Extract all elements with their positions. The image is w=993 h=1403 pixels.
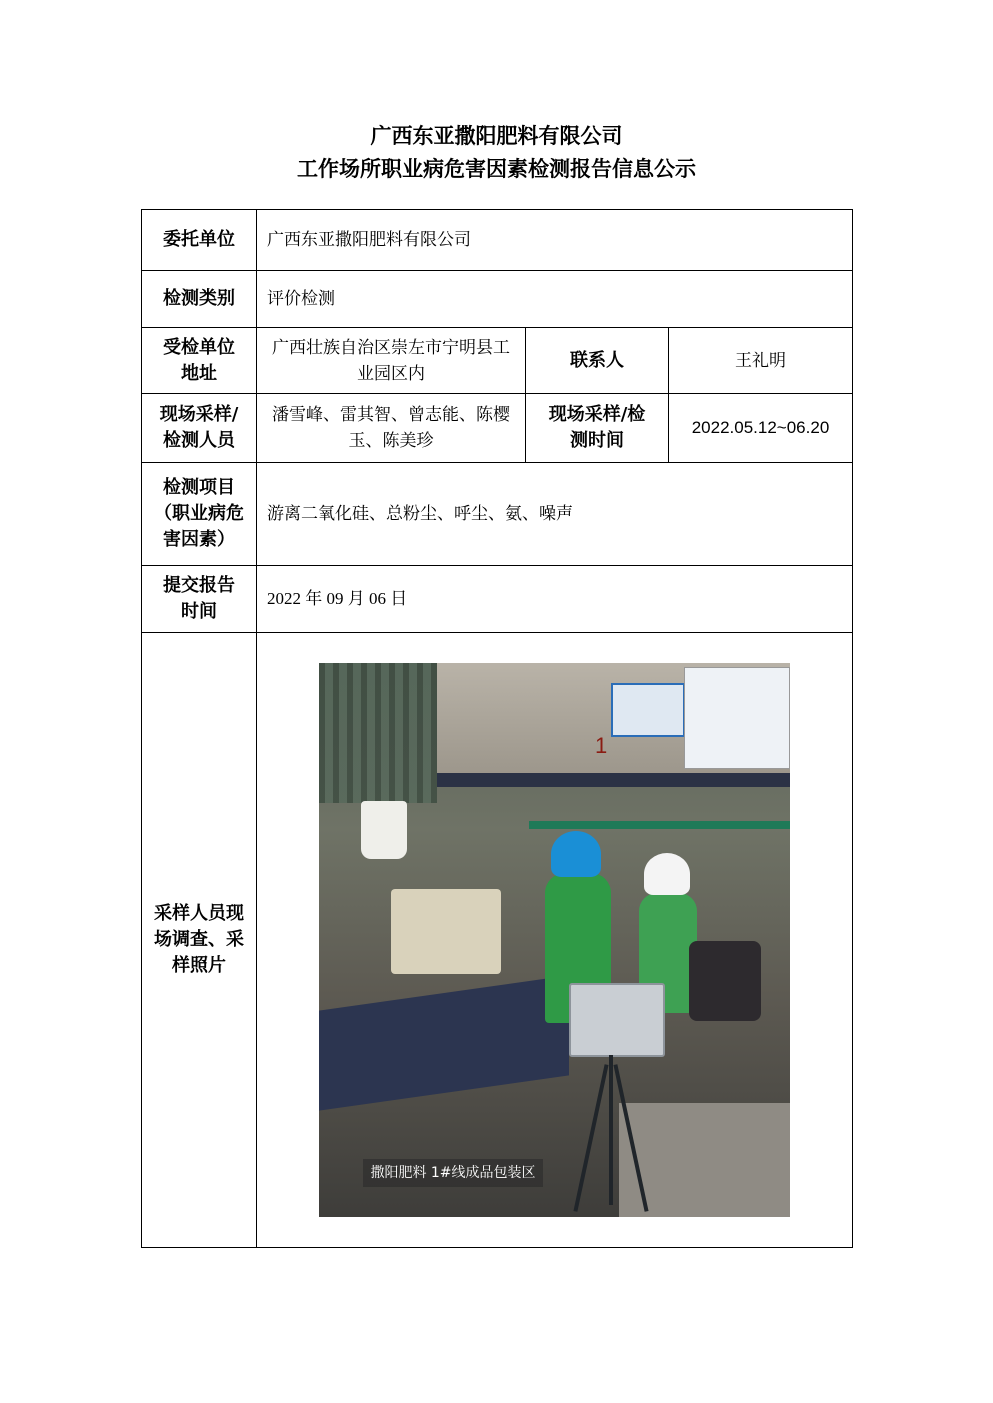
staff-value: 潘雪峰、雷其智、曾志能、陈樱玉、陈美珍 [257, 394, 526, 463]
photo-tripod-leg-left [573, 1064, 608, 1212]
contact-label: 联系人 [526, 328, 669, 394]
report-time-value: 2022 年 09 月 06 日 [257, 566, 853, 633]
photo-sign-number: 1 [595, 733, 608, 758]
sampling-photo [319, 663, 790, 1217]
client-value: 广西东亚撒阳肥料有限公司 [257, 210, 853, 271]
photo-label: 采样人员现场调查、采样照片 [142, 633, 257, 1248]
photo-sewing-machine [391, 889, 501, 974]
items-value: 游离二氧化硅、总粉尘、呼尘、氨、噪声 [257, 463, 853, 566]
staff-label: 现场采样/检测人员 [142, 394, 257, 463]
photo-tripod-leg-center [609, 1055, 613, 1205]
photo-caption: 撒阳肥料 1#线成品包装区 [363, 1159, 543, 1187]
photo-cell [257, 633, 853, 1248]
photo-roof [319, 663, 437, 803]
table-row-category [142, 271, 853, 328]
photo-bucket [361, 801, 407, 859]
address-value: 广西壮族自治区崇左市宁明县工业园区内 [257, 328, 526, 394]
photo-beam [437, 773, 790, 787]
table-row-photo [142, 633, 853, 1248]
client-label: 委托单位 [142, 210, 257, 271]
document-subtitle: 工作场所职业病危害因素检测报告信息公示 [297, 156, 696, 181]
table-row-client [142, 210, 853, 271]
address-label: 受检单位地址 [142, 328, 257, 394]
sampling-time-label: 现场采样/检测时间 [526, 394, 669, 463]
table-row-address [142, 328, 853, 394]
report-time-label: 提交报告时间 [142, 566, 257, 633]
photo-green-rail [529, 821, 790, 829]
photo-white-helmet [644, 853, 690, 895]
contact-value: 王礼明 [669, 328, 853, 394]
photo-sign-blue [611, 683, 685, 737]
table-row-staff [142, 394, 853, 463]
photo-sign-notice [684, 667, 790, 769]
category-label: 检测类别 [142, 271, 257, 328]
photo-conveyor [319, 975, 569, 1110]
document-title: 广西东亚撒阳肥料有限公司 [370, 123, 623, 148]
photo-bag [689, 941, 761, 1021]
table-row-items [142, 463, 853, 566]
report-table [141, 209, 853, 1248]
photo-sampling-device [569, 983, 665, 1057]
sampling-time-value: 2022.05.12~06.20 [669, 394, 853, 463]
photo-blue-helmet [551, 831, 601, 877]
table-row-report-time [142, 566, 853, 633]
category-value: 评价检测 [257, 271, 853, 328]
items-label: 检测项目（职业病危害因素） [142, 463, 257, 566]
